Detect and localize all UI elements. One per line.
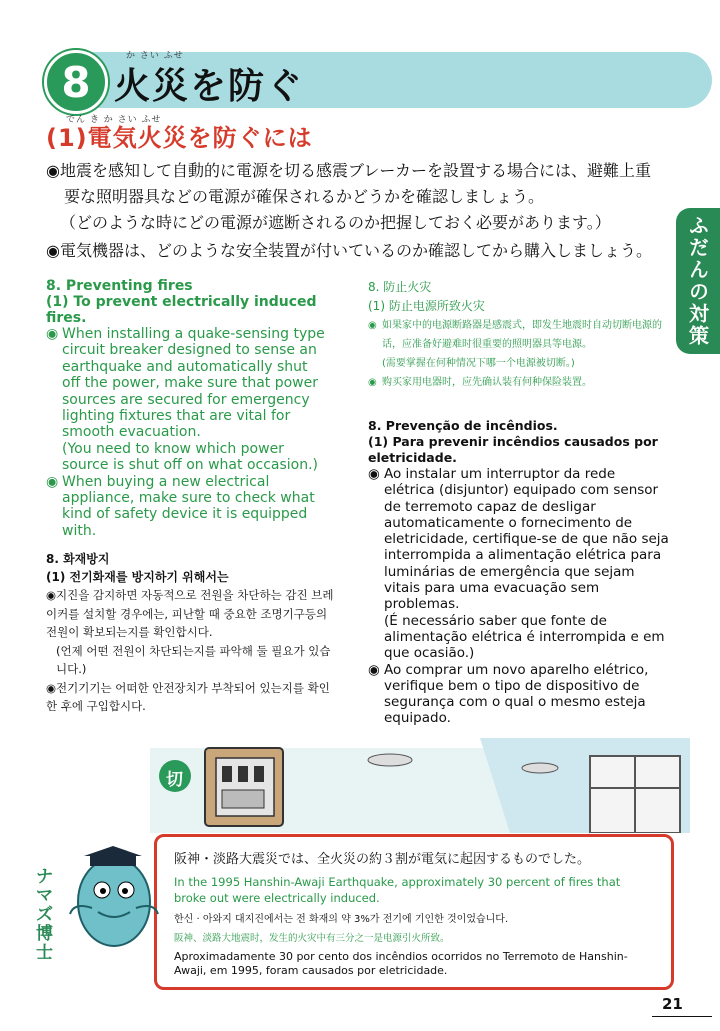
korean-section (46, 550, 336, 716)
korean-heading: 8. 화재방지 (46, 552, 110, 566)
section-subtitle: (1)電気火災を防ぐには (46, 124, 313, 152)
chinese-item-2-text: 购买家用电器时，应先确认装有何种保险装置。 (382, 377, 592, 388)
page-number-rule (652, 1016, 712, 1017)
english-item-1-text: When installing a quake-sensing type circuit breaker designed to sense an earthquake and automatically shut off the power, make sure that power sources are secured for emergency lighting fixtures that are vital for smooth evacuation. (62, 326, 325, 441)
info-chinese: 阪神、淡路大地震时，发生的火灾中有三分之一是电源引火所致。 (174, 933, 450, 944)
korean-item-1-text: ◉지진을 감지하면 자동적으로 전원을 차단하는 감진 브레이커를 설치할 경우에는, 피난할 때 중요한 조명기구등의 전원이 확보되는지를 확인합시다. (46, 588, 334, 639)
japanese-line-4: ◉電気機器は、どのような安全装置が付いているのか確認してから購入しましょう。 (46, 241, 652, 260)
portuguese-section (368, 418, 670, 727)
korean-subheading: (1) 전기화재를 방지하기 위해서는 (46, 570, 229, 584)
breaker-illustration (150, 738, 690, 833)
english-heading: 8. Preventing fires (46, 278, 193, 294)
korean-item-2-text: ◉전기기기는 어떠한 안전장치가 부착되어 있는지를 확인한 후에 구입합시다. (46, 680, 330, 713)
japanese-line-3: （どのような時にどの電源が遮断されるのか把握しておく必要があります。） (60, 213, 611, 232)
catfish-doctor-mascot-icon (62, 842, 162, 962)
bullet-icon: ◉ (368, 661, 380, 678)
portuguese-item-1-note: (É necessário saber que fonte de alimentação elétrica é interrompida e em que ocasião.) (384, 612, 665, 662)
english-item-2 (46, 474, 328, 540)
chinese-item-2 (368, 373, 664, 392)
bullet-icon: ◉ (368, 320, 377, 331)
info-korean: 한신 · 아와지 대지진에서는 전 화재의 약 3%가 전기에 기인한 것이었습니다. (174, 914, 509, 925)
english-item-2-text: When buying a new electrical appliance, make sure to check what kind of safety device it is equipped with. (62, 473, 315, 539)
portuguese-item-2-text: Ao comprar um novo aparelho elétrico, verifique bem o tipo de dispositivo de segurança com o qual o mesmo esteja equipado. (384, 661, 649, 727)
english-item-1 (46, 326, 328, 474)
english-subheading: (1) To prevent electrically induced fires. (46, 294, 317, 326)
info-portuguese: Aproximadamente 30 por cento dos incêndios ocorridos no Terremoto de Hanshin-Awaji, em 1995, foram causados por eletricidade. (174, 950, 628, 977)
chinese-section (368, 278, 664, 392)
chinese-subheading: (1) 防止电源所致火灾 (368, 299, 485, 313)
title-ruby: か さい ふせ (126, 51, 184, 61)
japanese-line-2: 要な照明器具などの電源が確保されるかどうかを確認しましょう。 (64, 187, 545, 206)
switch-off-label: 切 (166, 770, 183, 790)
section-number-badge: 8 (44, 50, 108, 114)
portuguese-item-2 (368, 662, 670, 727)
info-japanese: 阪神・淡路大震災では、全火災の約３割が電気に起因するものでした。 (174, 852, 591, 867)
chinese-item-1 (368, 316, 664, 373)
subtitle-ruby: でん き か さい ふせ (66, 115, 162, 125)
english-item-1-note: (You need to know which power source is shut off on what occasion.) (62, 440, 319, 474)
portuguese-item-1 (368, 466, 670, 662)
portuguese-heading: 8. Prevenção de incêndios. (368, 418, 558, 433)
chinese-heading: 8. 防止火灾 (368, 280, 432, 294)
bullet-icon: ◉ (46, 326, 59, 342)
japanese-line-1: ◉地震を感知して自動的に電源を切る感震ブレーカーを設置する場合には、避難上重 (46, 161, 652, 180)
korean-item-1-note: (언제 어떤 전원이 차단되는지를 파악해 둘 필요가 있습니다.) (56, 643, 331, 676)
page-number: 21 (662, 995, 683, 1013)
mascot-name-label: ナマズ博士 (36, 867, 53, 963)
english-section (46, 278, 328, 539)
portuguese-subheading: (1) Para prevenir incêndios causados por eletricidade. (368, 434, 658, 465)
chinese-item-1-text: 如果家中的电源断路器是感震式，即发生地震时自动切断电源的话，应准备好避难时很重要的照明器具等电源。 (382, 320, 662, 350)
bullet-icon: ◉ (46, 473, 59, 490)
bullet-icon: ◉ (368, 466, 380, 482)
portuguese-item-1-text: Ao instalar um interruptor da rede elétrica (disjuntor) equipado com sensor de terremoto capaz de desligar automaticamente o fornecimento de eletricidade, certifique-se de que não seja interrompida a alimentação elétrica para luminárias de emergência que sejam vitais para uma evacuação sem problemas. (384, 466, 669, 613)
side-tab-everyday-measures: ふだんの対策 (676, 208, 720, 354)
chinese-item-1-note: (需要掌握在何种情况下哪一个电源被切断。) (382, 358, 575, 369)
info-english: In the 1995 Hanshin-Awaji Earthquake, approximately 30 percent of fires that broke out were electrically induced. (174, 875, 621, 905)
bullet-icon: ◉ (368, 377, 377, 388)
page-title: 火災を防ぐ (114, 66, 305, 107)
